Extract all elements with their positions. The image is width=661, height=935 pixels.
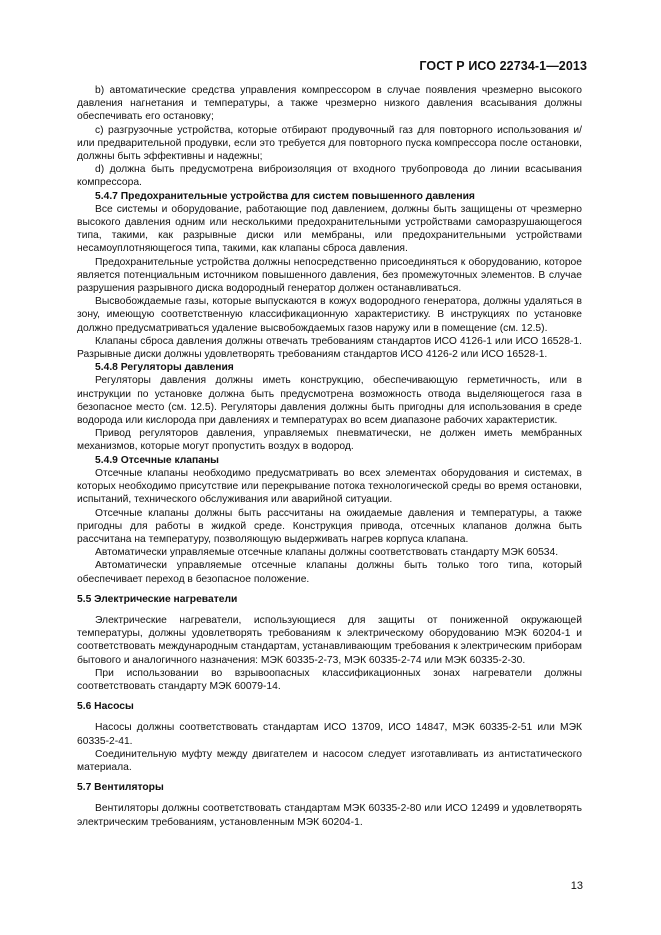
paragraph: Отсечные клапаны должны быть рассчитаны на ожидаемые давления и температуры, а также пригодны для работы в жидкой среде. Конструкция привода, отсечных клапанов должна быть рассчитана на температуру, позволяющую выдерживать нагрев корпуса клапана. (77, 507, 582, 545)
paragraph: Все системы и оборудование, работающие под давлением, должны быть защищены от чрезмерно высокого давления одним или несколькими предохранительными устройствами саморазрушающегося типа, такими, как разрывные диски или мембраны, или предохранительными устройствами несамоуплотняющегося типа, такими, как клапаны сброса давления. (77, 203, 582, 255)
paragraph: Соединительную муфту между двигателем и насосом следует изготавливать из антистатического материала. (77, 748, 582, 773)
document-body (77, 84, 582, 829)
paragraph: Вентиляторы должны соответствовать стандартам МЭК 60335-2-80 или ИСО 12499 и удовлетворять электрическим требованиям, установленным МЭК 60204-1. (77, 803, 582, 828)
section-heading-5-4-9: 5.4.9 Отсечные клапаны (95, 454, 219, 466)
paragraph: d) должна быть предусмотрена виброизоляция от входного трубопровода до линии всасывания компрессора. (77, 164, 582, 189)
paragraph: Привод регуляторов давления, управляемых пневматически, не должен иметь мембранных механизмов, которые могут пропустить воздух в водород. (77, 428, 582, 453)
section-heading-5-5: 5.5 Электрические нагреватели (77, 593, 238, 605)
paragraph: Отсечные клапаны необходимо предусматривать во всех элементах оборудования и системах, в которых необходимо присутствие или перекрывание потока технологической среды во время остановки, испытаний, технического обслуживания или аварийной ситуации. (77, 467, 582, 506)
paragraph: c) разгрузочные устройства, которые отбирают продувочный газ для повторного использования и/или предварительной продувки, если это требуется для повторного пуска компрессора после остановки, должны быть эффективны и надежны; (77, 124, 582, 163)
paragraph: Автоматически управляемые отсечные клапаны должны соответствовать стандарту МЭК 60534. (95, 547, 559, 559)
paragraph: Высвобождаемые газы, которые выпускаются в кожух водородного генератора, должны удаляться в зону, имеющую соответственную классификационную характеристику. В инструкциях по установке должно предусматриваться удаление высвобождаемых газов наружу или в помещение (см. 12.5). (77, 296, 582, 334)
section-heading-5-7: 5.7 Вентиляторы (77, 782, 164, 794)
paragraph: При использовании во взрывоопасных классификационных зонах нагреватели должны соответствовать стандарту МЭК 60079-14. (77, 667, 582, 692)
section-heading-5-6: 5.6 Насосы (77, 701, 134, 713)
paragraph: Клапаны сброса давления должны отвечать требованиям стандартов ИСО 4126-1 или ИСО 16528-1. Разрывные диски должны удовлетворять требованиям стандартов ИСО 4126-2 или ИСО 16528-1. (77, 335, 582, 361)
paragraph: Автоматически управляемые отсечные клапаны должны быть только того типа, который обеспечивает переход в безопасное положение. (77, 560, 582, 585)
document-id-header: ГОСТ Р ИСО 22734-1—2013 (419, 59, 587, 73)
section-heading-5-4-7: 5.4.7 Предохранительные устройства для систем повышенного давления (95, 190, 475, 202)
paragraph: Регуляторы давления должны иметь конструкцию, обеспечивающую герметичность, или в инструкции по установке должна быть предусмотрена возможность отвода выделяющегося газа в безопасное место (см. 12.5). Регуляторы давления должны быть пригодны для использования в среде водорода или кислорода при давлениях и температурах во всем диапазоне рабочих характеристик. (77, 375, 582, 427)
paragraph: Электрические нагреватели, использующиеся для защиты от пониженной окружающей температуры, должны удовлетворять требованиям к электрическому оборудованию МЭК 60204-1 и соответствовать международным стандартам, устанавливающим требования к электрическим приборам бытового и аналогичного назначения: МЭК 60335-2-73, МЭК 60335-2-74 или МЭК 60335-2-30. (77, 614, 582, 666)
paragraph: b) автоматические средства управления компрессором в случае появления чрезмерно высокого давления нагнетания и температуры, а также чрезмерно низкого давления всасывания должны обеспечивать его остановку; (77, 85, 582, 123)
section-heading-5-4-8: 5.4.8 Регуляторы давления (95, 362, 234, 374)
paragraph: Насосы должны соответствовать стандартам ИСО 13709, ИСО 14847, МЭК 60335-2-51 или МЭК 60335-2-41. (77, 722, 582, 747)
paragraph: Предохранительные устройства должны непосредственно присоединяться к оборудованию, которое является потенциальным источником повышенного давления, без промежуточных элементов. В случае разрушения разрывного диска водородный генератор должен останавливаться. (77, 256, 582, 295)
page-number: 13 (570, 880, 583, 892)
